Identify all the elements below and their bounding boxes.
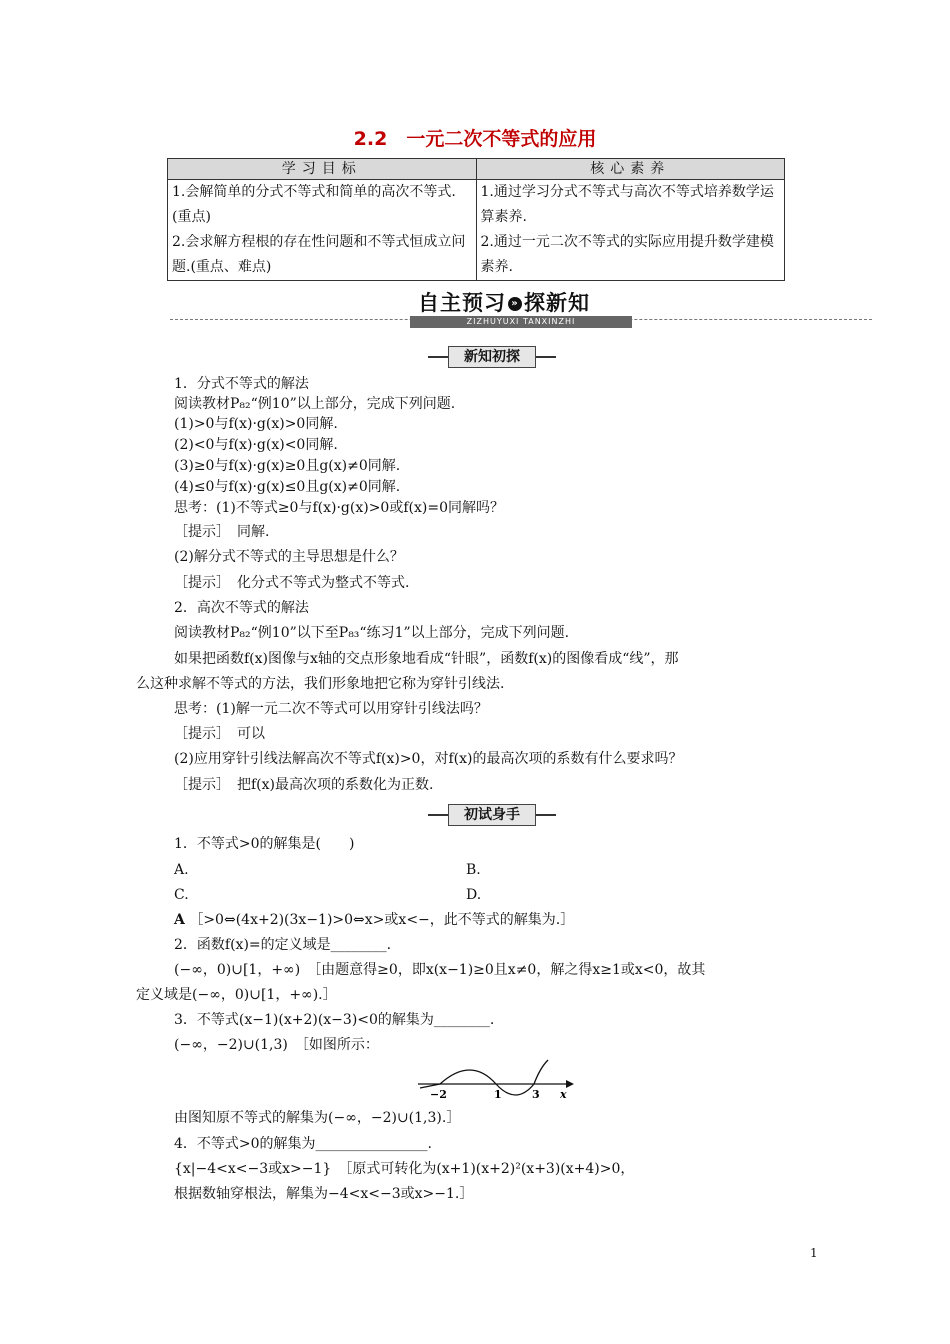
answer-4-cont: 根据数轴穿根法，解集为−4<x<−3或x>−1.］ xyxy=(174,1186,474,1202)
goal-item: 1.会解简单的分式不等式和简单的高次不等式.(重点) xyxy=(172,184,456,225)
hint-answer: ［提示］ 同解. xyxy=(174,524,270,540)
answer-letter: A xyxy=(174,912,185,928)
root-label: −2 xyxy=(430,1088,447,1101)
option-a: A. xyxy=(174,862,189,878)
axis-arrow-icon xyxy=(566,1080,574,1088)
banner-subtitle: ZIZHUYUXI TANXINZHI xyxy=(410,316,632,328)
question-3: 3．不等式(x−1)(x+2)(x−3)<0的解集为________. xyxy=(174,1012,495,1028)
hint-answer: ［提示］ 把f(x)最高次项的系数化为正数. xyxy=(174,777,434,793)
text-line: (3)≥0与f(x)·g(x)≥0且g(x)≠0同解. xyxy=(174,458,401,474)
answer-2: (−∞，0)∪[1，+∞) ［由题意得≥0，即x(x−1)≥0且x≠0，解之得x≥1或x<0，故其 xyxy=(174,962,706,978)
literacy-item: 2.通过一元二次不等式的实际应用提升数学建模素养. xyxy=(480,234,774,275)
goals-right-cell xyxy=(476,180,785,281)
answer-4: {x|−4<x<−3或x>−1} ［原式可转化为(x+1)(x+2)²(x+3)(x+4)>0， xyxy=(174,1161,635,1177)
banner-title-a: 自主预习 xyxy=(418,291,506,315)
text-line: (2)<0与f(x)·g(x)<0同解. xyxy=(174,437,338,453)
page-title: 2.2 一元二次不等式的应用 xyxy=(353,128,597,150)
answer-explanation: ［>0⇔(4x+2)(3x−1)>0⇔x>或x<−，此不等式的解集为.］ xyxy=(189,912,575,928)
axis-label: x xyxy=(560,1088,567,1101)
goals-table xyxy=(167,158,785,281)
goals-header-right: 核心素养 xyxy=(476,159,785,180)
tag-label: 新知初探 xyxy=(448,346,536,368)
option-b: B. xyxy=(466,862,481,878)
literacy-item: 1.通过学习分式不等式与高次不等式培养数学运算素养. xyxy=(480,184,774,225)
tag-label: 初试身手 xyxy=(448,804,536,826)
banner-title-b: 探新知 xyxy=(524,291,590,315)
question-4: 4．不等式>0的解集为________________. xyxy=(174,1136,432,1152)
think-question: 思考：(1)解一元二次不等式可以用穿针引线法吗？ xyxy=(174,701,488,717)
goals-header-left: 学习目标 xyxy=(168,159,477,180)
hint-answer: ［提示］ 可以 xyxy=(174,726,265,742)
goals-left-cell xyxy=(168,180,477,281)
option-d: D. xyxy=(466,887,482,903)
option-c: C. xyxy=(174,887,189,903)
root-label: 1 xyxy=(494,1088,502,1101)
page-number: 1 xyxy=(810,1246,818,1260)
answer-3: (−∞，−2)∪(1,3) ［如图所示： xyxy=(174,1037,379,1053)
text-line: (1)>0与f(x)·g(x)>0同解. xyxy=(174,416,338,432)
heading-high-order-inequality: 2．高次不等式的解法 xyxy=(174,600,309,616)
hint-answer: ［提示］ 化分式不等式为整式不等式. xyxy=(174,575,410,591)
double-arrow-icon: » xyxy=(508,297,522,311)
root-label: 3 xyxy=(532,1088,540,1101)
think-question: (2)应用穿针引线法解高次不等式f(x)>0，对f(x)的最高次项的系数有什么要求吗？ xyxy=(174,751,683,767)
tag-try-yourself xyxy=(428,804,556,826)
text-line: 阅读教材P₈₂“例10”以下至P₈₃“练习1”以上部分，完成下列问题. xyxy=(174,625,570,641)
goal-item: 2.会求解方程根的存在性问题和不等式恒成立问题.(重点、难点) xyxy=(172,234,466,275)
think-question: 思考：(1)不等式≥0与f(x)·g(x)>0或f(x)=0同解吗？ xyxy=(174,500,504,516)
answer-1 xyxy=(174,910,574,930)
question-1: 1．不等式>0的解集是( ) xyxy=(174,836,355,852)
text-line: 如果把函数f(x)图像与x轴的交点形象地看成“针眼”，函数f(x)的图像看成“线”，那 xyxy=(174,651,679,667)
text-line: 阅读教材P₈₂“例10”以上部分，完成下列问题. xyxy=(174,396,456,412)
banner-title xyxy=(418,287,590,317)
text-line: 么这种求解不等式的方法，我们形象地把它称为穿针引线法. xyxy=(136,676,505,692)
answer-3-cont: 由图知原不等式的解集为(−∞，−2)∪(1,3).］ xyxy=(174,1110,461,1126)
section-banner xyxy=(0,287,950,329)
question-2: 2．函数f(x)=的定义域是________. xyxy=(174,937,392,953)
tag-new-knowledge xyxy=(428,346,556,368)
sign-chart-graph xyxy=(416,1058,576,1104)
think-question: (2)解分式不等式的主导思想是什么？ xyxy=(174,549,404,565)
heading-fraction-inequality: 1．分式不等式的解法 xyxy=(174,376,309,392)
answer-2-cont: 定义域是(−∞，0)∪[1，+∞).］ xyxy=(136,987,337,1003)
text-line: (4)≤0与f(x)·g(x)≤0且g(x)≠0同解. xyxy=(174,479,401,495)
